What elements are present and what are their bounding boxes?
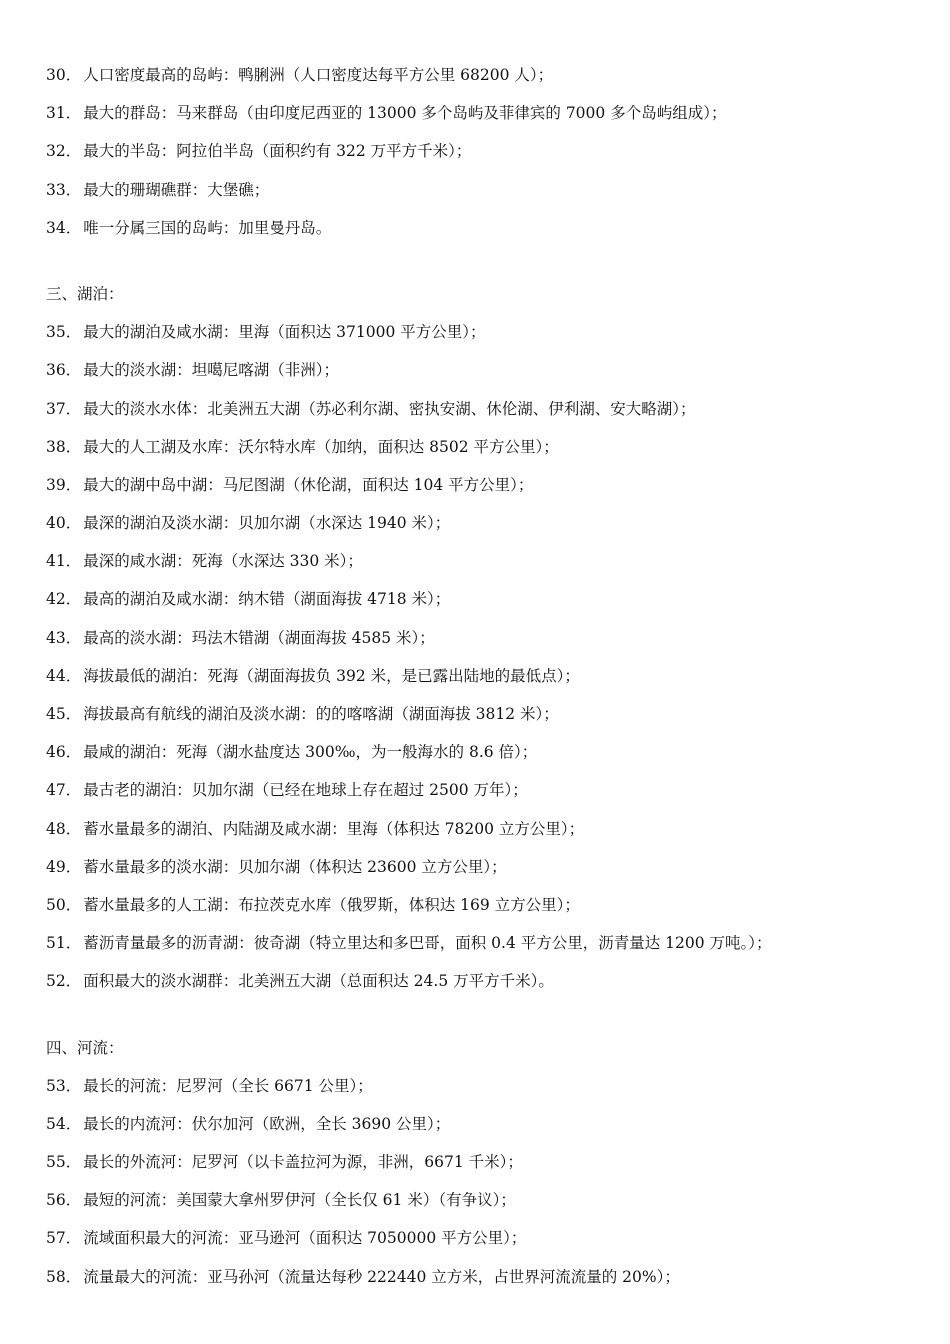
item-number: 36． xyxy=(46,361,82,380)
item-text: 最长的内流河：伏尔加河（欧洲，全长 3690 公里）； xyxy=(83,1114,451,1133)
item-text: 最大的淡水水体：北美洲五大湖（苏必利尔湖、密执安湖、休伦湖、伊利湖、安大略湖）； xyxy=(83,399,696,418)
item-text: 蓄水量最多的湖泊、内陆湖及咸水湖：里海（体积达 78200 立方公里）； xyxy=(83,819,585,838)
item-text: 最大的湖中岛中湖：马尼图湖（休伦湖，面积达 104 平方公里）； xyxy=(83,475,534,494)
item-text: 流量最大的河流：亚马孙河（流量达每秒 222440 立方米，占世界河流流量的 20%）； xyxy=(83,1267,680,1286)
item-number: 32． xyxy=(46,142,82,161)
item-number: 30． xyxy=(46,66,82,84)
list-item xyxy=(46,775,926,813)
item-text: 最大的群岛：马来群岛（由印度尼西亚的 13000 多个岛屿及菲律宾的 7000 多个岛屿组成）； xyxy=(83,104,727,123)
list-item xyxy=(46,852,926,890)
item-text: 唯一分属三国的岛屿：加里曼丹岛。 xyxy=(83,218,332,237)
item-text: 海拔最高有航线的湖泊及淡水湖：的的喀喀湖（湖面海拔 3812 米）； xyxy=(83,705,559,723)
item-text: 蓄水量最多的淡水湖：贝加尔湖（体积达 23600 立方公里）； xyxy=(83,857,507,876)
list-item xyxy=(46,699,926,737)
item-text: 最大的淡水湖：坦噶尼喀湖（非洲）； xyxy=(83,361,339,380)
item-text: 蓄水量最多的人工湖：布拉茨克水库（俄罗斯，体积达 169 立方公里）； xyxy=(83,895,580,914)
list-item xyxy=(46,890,926,928)
item-number: 44． xyxy=(46,666,82,685)
item-text: 人口密度最高的岛屿：鸭脷洲（人口密度达每平方公里 68200 人）； xyxy=(83,66,554,84)
item-text: 最咸的湖泊：死海（湖水盐度达 300‰，为一般海水的 8.6 倍）； xyxy=(83,743,538,762)
list-item xyxy=(46,1185,926,1223)
item-number: 50． xyxy=(46,895,82,914)
item-number: 41． xyxy=(46,552,82,571)
item-text: 海拔最低的湖泊：死海（湖面海拔负 392 米，是已露出陆地的最低点）； xyxy=(83,666,580,685)
item-text: 最古老的湖泊：贝加尔湖（已经在地球上存在超过 2500 万年）； xyxy=(83,781,528,800)
item-number: 40． xyxy=(46,514,82,533)
list-item xyxy=(46,966,926,1004)
item-number: 55． xyxy=(46,1153,82,1172)
item-number: 49． xyxy=(46,857,82,876)
item-number: 57． xyxy=(46,1229,82,1248)
item-text: 面积最大的淡水湖群：北美洲五大湖（总面积达 24.5 万平方千米）。 xyxy=(83,972,554,991)
list-item xyxy=(46,1223,926,1261)
list-item xyxy=(46,60,926,98)
item-number: 39． xyxy=(46,475,82,494)
list-item xyxy=(46,546,926,584)
item-text: 最大的珊瑚礁群：大堡礁； xyxy=(83,180,270,199)
list-item xyxy=(46,814,926,852)
item-text: 最短的河流：美国蒙大拿州罗伊河（全长仅 61 米）（有争议）； xyxy=(83,1191,516,1210)
list-item xyxy=(46,355,926,393)
list-item xyxy=(46,508,926,546)
section-heading: 四、河流： xyxy=(46,1038,124,1057)
list-item xyxy=(46,98,926,136)
item-number: 46． xyxy=(46,743,82,762)
item-text: 最高的湖泊及咸水湖：纳木错（湖面海拔 4718 米）； xyxy=(83,590,451,609)
item-number: 42． xyxy=(46,590,82,609)
list-item xyxy=(46,432,926,470)
list-item xyxy=(46,1109,926,1147)
section-gap xyxy=(46,1005,926,1033)
item-number: 56． xyxy=(46,1191,82,1210)
item-text: 最高的淡水湖：玛法木错湖（湖面海拔 4585 米）； xyxy=(83,628,435,647)
item-text: 最长的外流河：尼罗河（以卡盖拉河为源，非洲，6671 千米）； xyxy=(83,1153,523,1172)
list-item xyxy=(46,136,926,174)
item-number: 35． xyxy=(46,323,82,342)
item-number: 58． xyxy=(46,1267,82,1286)
item-number: 38． xyxy=(46,437,82,456)
item-number: 37． xyxy=(46,399,82,418)
list-item xyxy=(46,394,926,432)
list-item xyxy=(46,1071,926,1109)
list-item xyxy=(46,175,926,213)
list-item xyxy=(46,737,926,775)
item-number: 33． xyxy=(46,180,82,199)
item-text: 最长的河流：尼罗河（全长 6671 公里）； xyxy=(83,1076,373,1095)
item-text: 最深的咸水湖：死海（水深达 330 米）； xyxy=(83,552,363,571)
item-text: 最深的湖泊及淡水湖：贝加尔湖（水深达 1940 米）； xyxy=(83,514,451,533)
list-item xyxy=(46,1262,926,1300)
item-number: 53． xyxy=(46,1076,82,1095)
section-gap xyxy=(46,251,926,279)
list-item xyxy=(46,661,926,699)
list-item xyxy=(46,623,926,661)
item-text: 蓄沥青量最多的沥青湖：彼奇湖（特立里达和多巴哥，面积 0.4 平方公里，沥青量达 1200 万吨。）； xyxy=(83,934,772,953)
list-item xyxy=(46,317,926,355)
item-number: 31． xyxy=(46,104,82,123)
list-item xyxy=(46,213,926,251)
item-number: 34． xyxy=(46,218,82,237)
item-number: 51． xyxy=(46,934,82,953)
item-text: 最大的半岛：阿拉伯半岛（面积约有 322 万平方千米）； xyxy=(83,142,472,161)
list-item xyxy=(46,928,926,966)
list-item xyxy=(46,470,926,508)
item-number: 52． xyxy=(46,972,82,991)
section-heading: 三、湖泊： xyxy=(46,284,124,303)
item-number: 48． xyxy=(46,819,82,838)
item-text: 最大的人工湖及水库：沃尔特水库（加纳，面积达 8502 平方公里）； xyxy=(83,437,559,456)
document-body xyxy=(46,60,926,1300)
list-item xyxy=(46,584,926,622)
item-text: 最大的湖泊及咸水湖：里海（面积达 371000 平方公里）； xyxy=(83,323,486,342)
item-number: 43． xyxy=(46,628,82,647)
list-item xyxy=(46,1147,926,1185)
item-number: 47． xyxy=(46,781,82,800)
item-number: 54． xyxy=(46,1114,82,1133)
item-text: 流域面积最大的河流：亚马逊河（面积达 7050000 平方公里）； xyxy=(83,1229,527,1248)
item-number: 45． xyxy=(46,705,82,723)
